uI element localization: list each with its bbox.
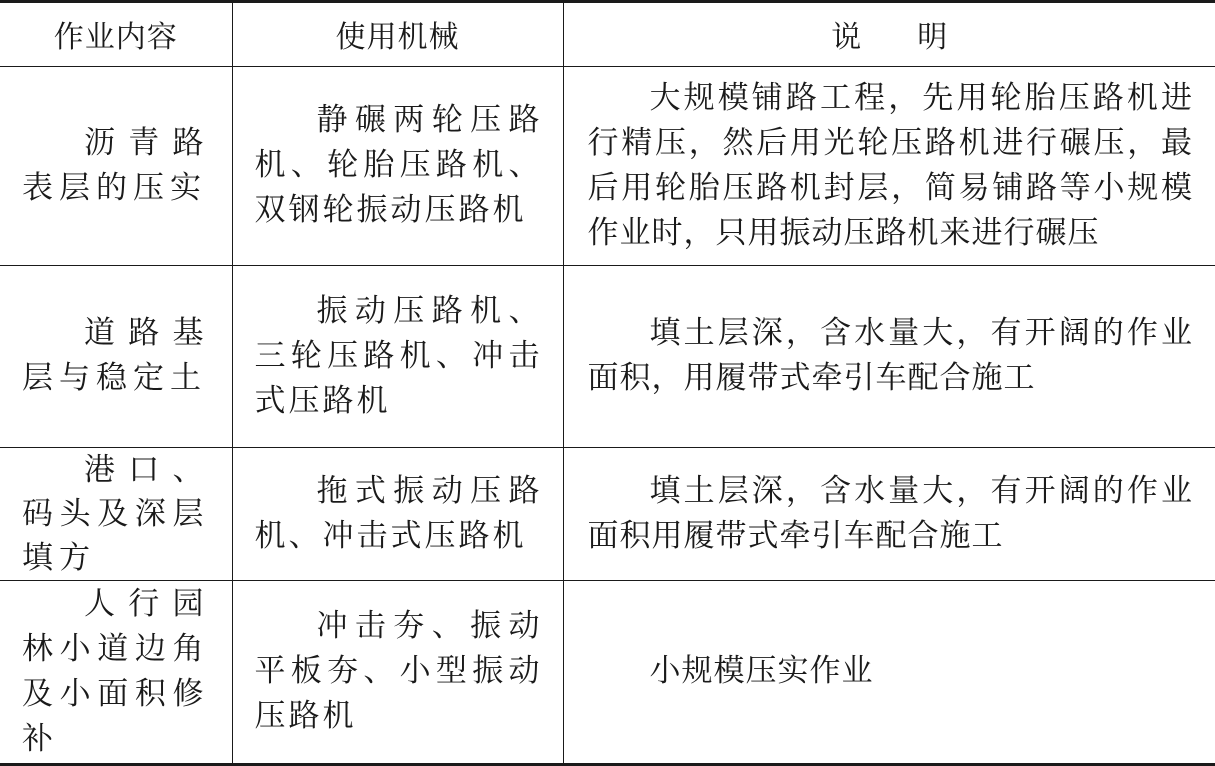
cell-note: 填土层深，含水量大，有开阔的作业面积，用履带式牵引车配合施工 [563, 265, 1215, 447]
cell-work-content: 道路基层与稳定土 [0, 265, 232, 447]
table-row [0, 66, 1215, 265]
cell-machinery: 振动压路机、三轮压路机、冲击式压路机 [232, 265, 563, 447]
table-header-row [0, 3, 1215, 66]
cell-machinery: 冲击夯、振动平板夯、小型振动压路机 [232, 580, 563, 763]
cell-note: 小规模压实作业 [649, 653, 874, 690]
header-machinery: 使用机械 [232, 3, 563, 66]
cell-work-content: 港口、码头及深层填方 [0, 447, 232, 580]
cell-work-content: 沥青路表层的压实 [0, 66, 232, 265]
cell-note: 填土层深，含水量大，有开阔的作业面积用履带式牵引车配合施工 [563, 447, 1215, 580]
compaction-machinery-table [0, 3, 1215, 763]
header-notes: 说明 [563, 3, 1215, 66]
cell-work-content: 人行园林小道边角及小面积修补 [0, 580, 232, 763]
cell-machinery: 拖式振动压路机、冲击式压路机 [232, 447, 563, 580]
table-row [0, 265, 1215, 447]
table-row [0, 447, 1215, 580]
header-work-content: 作业内容 [0, 3, 232, 66]
cell-machinery: 静碾两轮压路机、轮胎压路机、双钢轮振动压路机 [232, 66, 563, 265]
cell-note: 大规模铺路工程，先用轮胎压路机进行精压，然后用光轮压路机进行碾压，最后用轮胎压路机封层，简易铺路等小规模作业时，只用振动压路机来进行碾压 [563, 66, 1215, 265]
table-row [0, 580, 1215, 763]
